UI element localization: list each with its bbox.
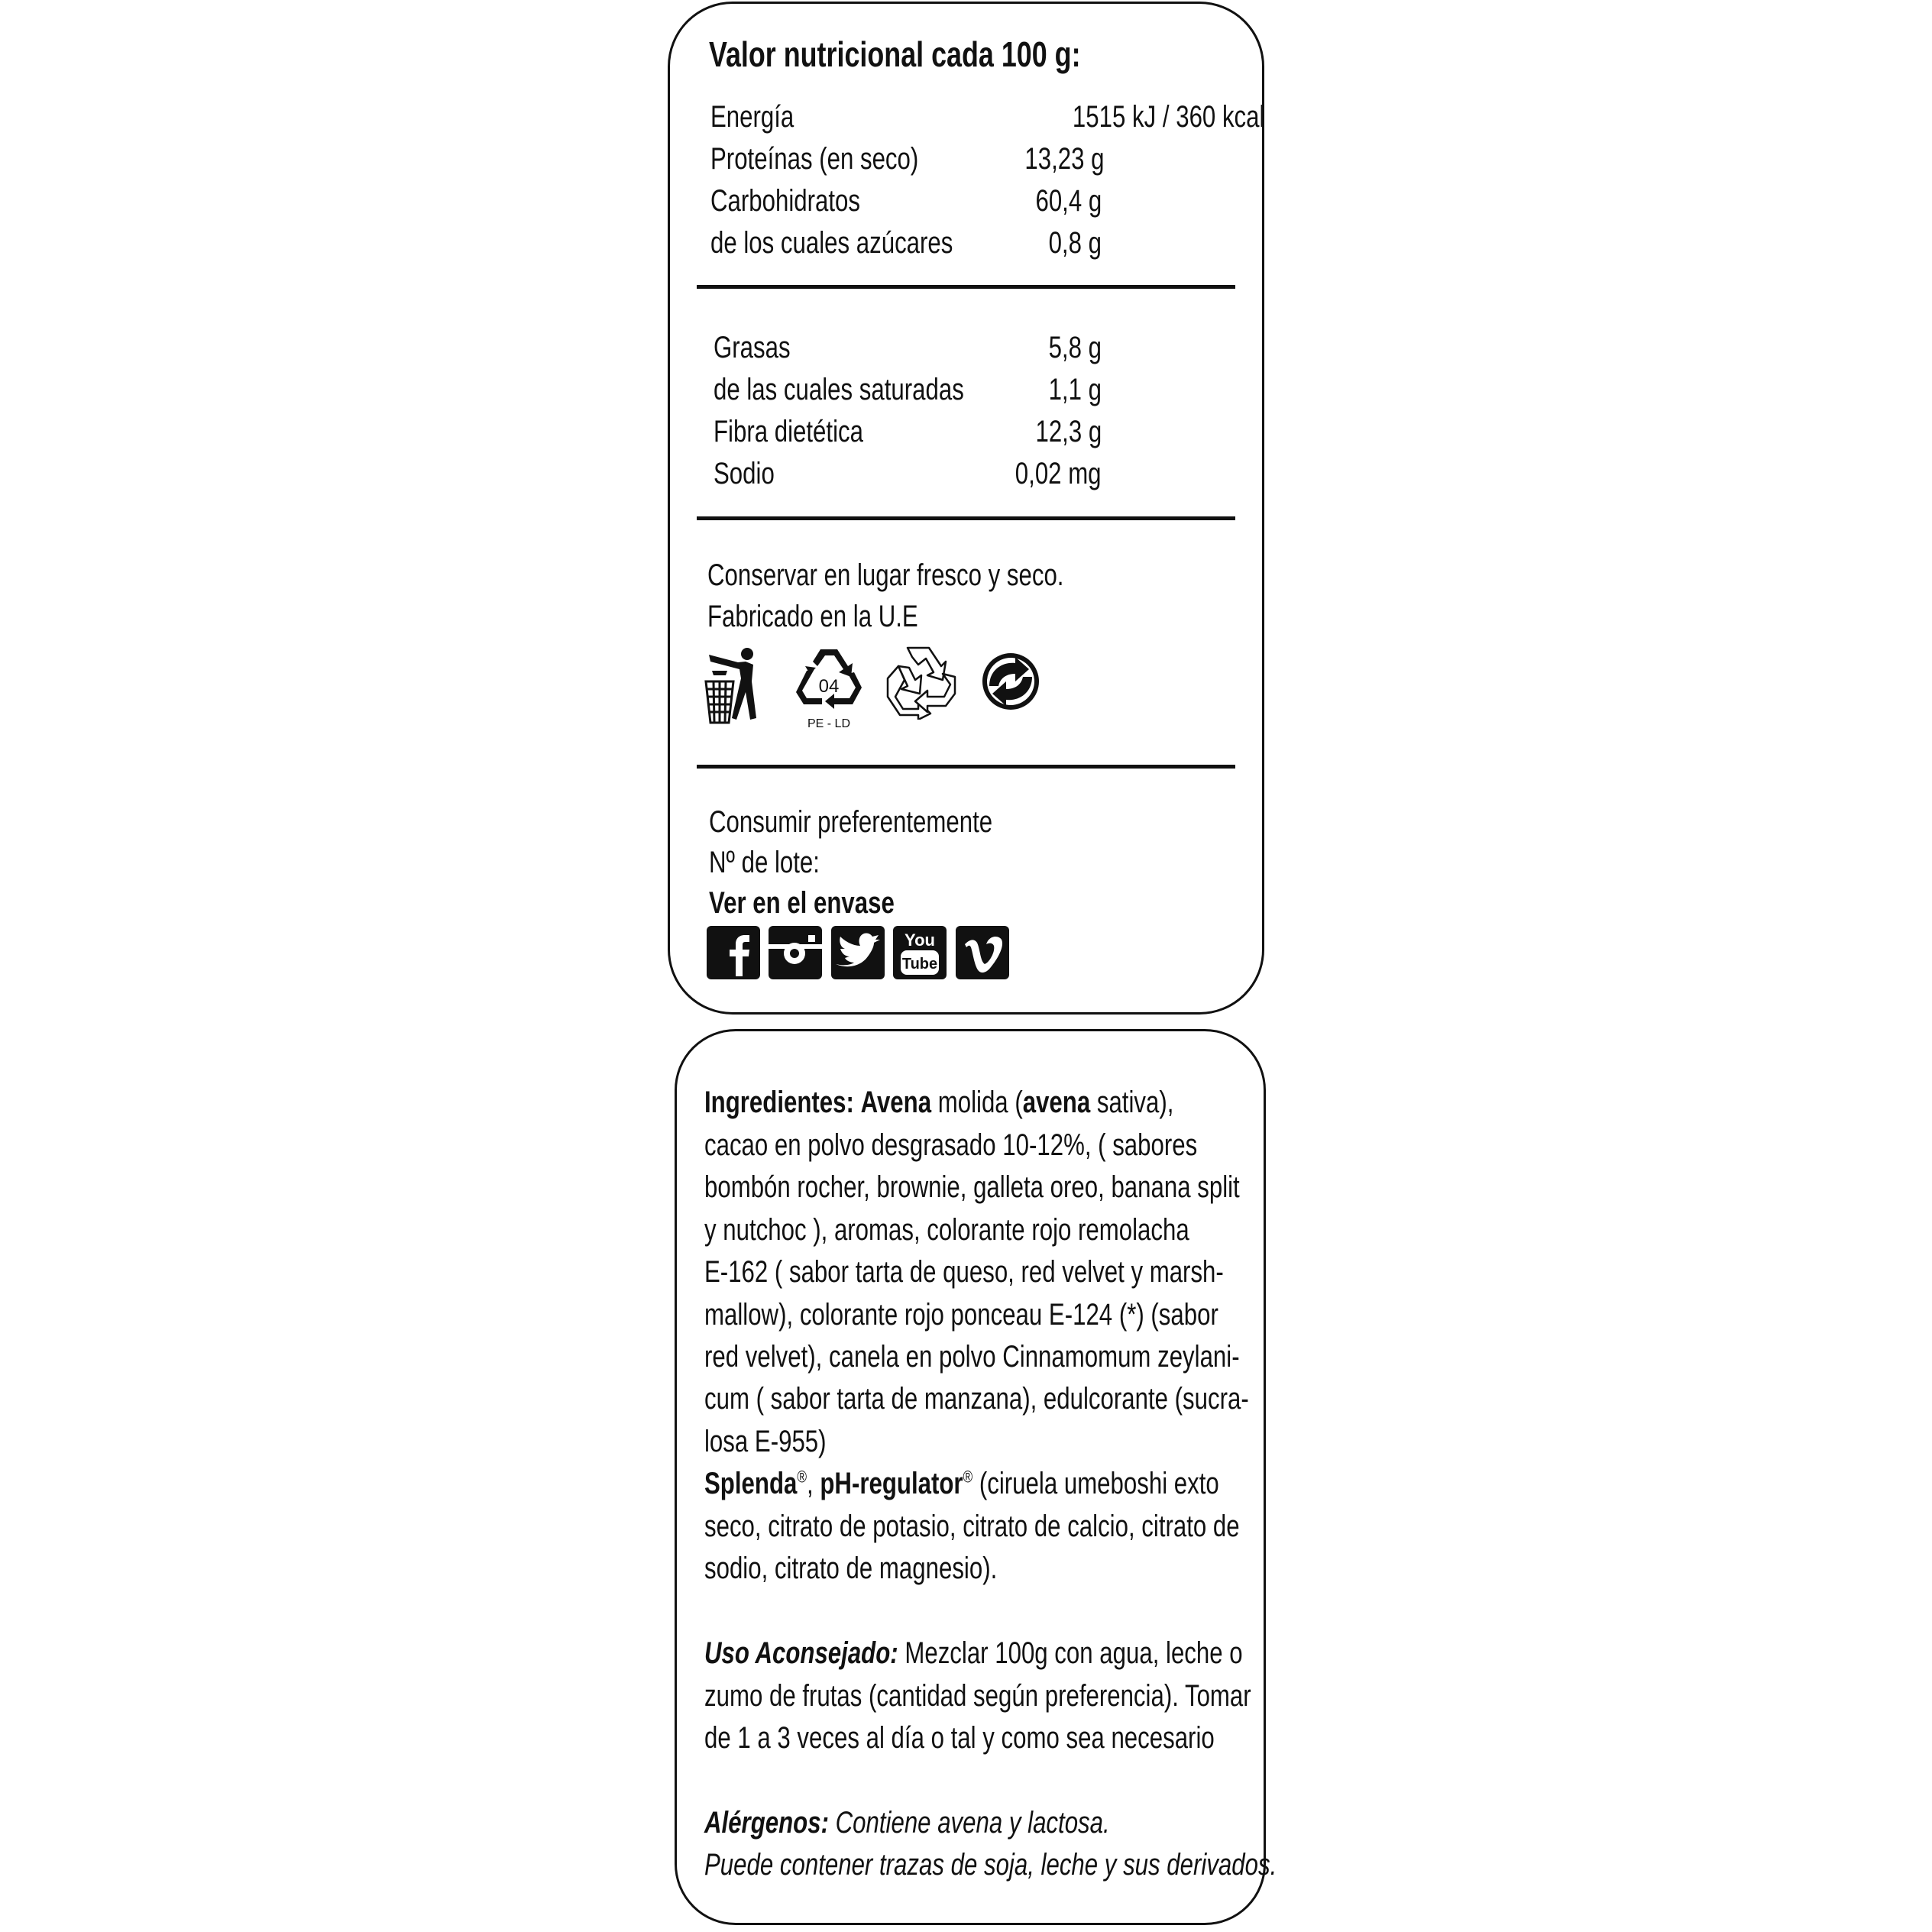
- nutrient-value: 12,3 g: [1035, 415, 1102, 448]
- nutrient-label: Fibra dietética: [714, 415, 863, 448]
- lot-number-text: Nº de lote:: [709, 846, 820, 879]
- tidyman-bin-icon: [703, 643, 764, 727]
- ingredients-line: cum ( sabor tarta de manzana), edulcorante (sucra-: [704, 1382, 1249, 1416]
- see-package-text: Ver en el envase: [709, 886, 895, 920]
- nutrient-value: 1515 kJ / 360 kcal: [1072, 100, 1265, 134]
- nutrient-value: 13,23 g: [1024, 142, 1104, 176]
- nutrient-label: Carbohidratos: [710, 184, 860, 218]
- mobius-recycle-icon: [885, 643, 958, 720]
- usage-line: Uso Aconsejado: Mezclar 100g con agua, leche o: [704, 1636, 1243, 1670]
- ingredients-line: Splenda®, pH-regulator® (ciruela umeboshi exto: [704, 1467, 1219, 1500]
- vimeo-icon[interactable]: [956, 926, 1009, 979]
- divider: [697, 516, 1235, 520]
- facebook-icon[interactable]: [707, 926, 760, 979]
- nutrient-label: Grasas: [714, 331, 791, 364]
- nutrient-value: 5,8 g: [1048, 331, 1102, 364]
- best-before-text: Consumir preferentemente: [709, 805, 993, 839]
- svg-text:04: 04: [818, 676, 840, 697]
- nutrition-title: Valor nutricional cada 100 g:: [709, 34, 1081, 74]
- ingredients-line: seco, citrato de potasio, citrato de calcio, citrato de: [704, 1510, 1240, 1543]
- instagram-icon[interactable]: [769, 926, 822, 979]
- nutrient-value: 0,02 mg: [1015, 457, 1102, 490]
- ingredients-line: mallow), colorante rojo ponceau E-124 (*) (sabor: [704, 1298, 1218, 1332]
- divider: [697, 765, 1235, 769]
- nutrient-value: 0,8 g: [1048, 226, 1102, 260]
- ingredients-line: bombón rocher, brownie, galleta oreo, banana split: [704, 1170, 1240, 1204]
- ingredients-line: cacao en polvo desgrasado 10-12%, ( sabores: [704, 1128, 1198, 1162]
- nutrient-label: de los cuales azúcares: [710, 226, 953, 260]
- nutrient-value: 60,4 g: [1035, 184, 1102, 218]
- nutrient-label: Energía: [710, 100, 794, 134]
- allergens-line: Alérgenos: Contiene avena y lactosa.: [704, 1806, 1110, 1840]
- ingredients-line: sodio, citrato de magnesio).: [704, 1552, 998, 1585]
- nutrient-value: 1,1 g: [1048, 373, 1102, 406]
- recycle-code-icon: [794, 643, 863, 735]
- svg-text:PE - LD: PE - LD: [807, 717, 851, 730]
- usage-line: zumo de frutas (cantidad según preferencia). Tomar: [704, 1679, 1251, 1713]
- nutrient-label: Sodio: [714, 457, 775, 490]
- ingredients-line: losa E-955): [704, 1425, 827, 1458]
- youtube-icon[interactable]: [893, 926, 947, 979]
- green-dot-icon: [980, 651, 1041, 712]
- ingredients-line: E-162 ( sabor tarta de queso, red velvet y marsh-: [704, 1255, 1224, 1289]
- usage-line: de 1 a 3 veces al día o tal y como sea necesario: [704, 1721, 1215, 1755]
- nutrient-label: de las cuales saturadas: [714, 373, 964, 406]
- manufacture-text: Fabricado en la U.E: [707, 600, 918, 633]
- svg-text:Tube: Tube: [901, 956, 938, 972]
- nutrient-label: Proteínas (en seco): [710, 142, 919, 176]
- ingredients-line: y nutchoc ), aromas, colorante rojo remolacha: [704, 1213, 1189, 1247]
- ingredients-line: Ingredientes: Avena molida (avena sativa),: [704, 1086, 1174, 1119]
- ingredients-line: red velvet), canela en polvo Cinnamomum zeylani-: [704, 1340, 1240, 1374]
- allergens-line: Puede contener trazas de soja, leche y sus derivados.: [704, 1848, 1277, 1882]
- divider: [697, 285, 1235, 289]
- twitter-icon[interactable]: [831, 926, 885, 979]
- svg-text:You: You: [905, 930, 935, 950]
- storage-text: Conservar en lugar fresco y seco.: [707, 558, 1064, 592]
